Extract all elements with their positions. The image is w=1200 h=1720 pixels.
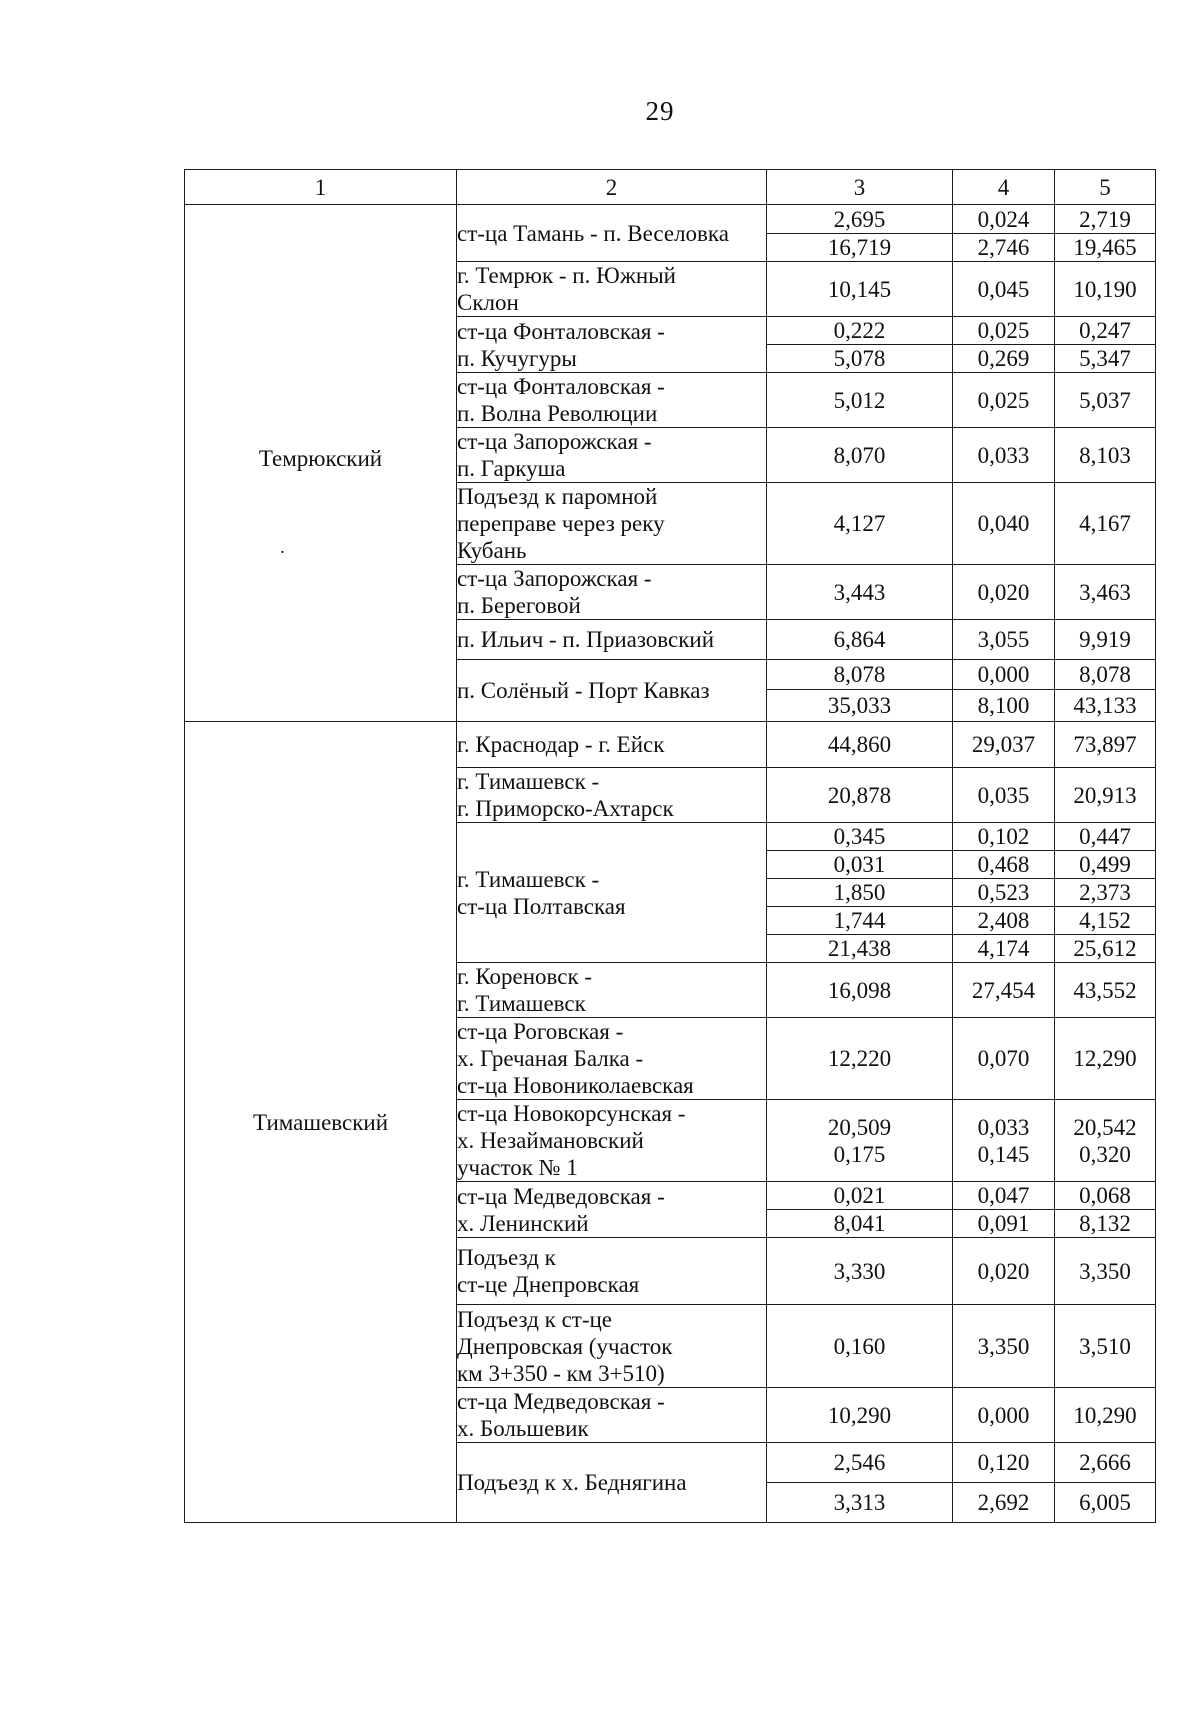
- value-col4: 4,174: [953, 935, 1055, 963]
- road-name: [457, 373, 767, 428]
- value-col4: 0,523: [953, 879, 1055, 907]
- road-name: [457, 262, 767, 317]
- value-col4: 8,100: [953, 690, 1055, 722]
- value-col3: 3,313: [767, 1483, 953, 1523]
- road-name-line: Подъезд к х. Беднягина: [457, 1470, 687, 1495]
- value-col3: 8,078: [767, 660, 953, 690]
- road-name-line: ст-ца Тамань - п. Веселовка: [457, 220, 729, 246]
- road-name-line: переправе через реку: [457, 511, 665, 536]
- road-name-line: Подъезд к паромной: [457, 484, 658, 509]
- value-col5: 12,290: [1055, 1018, 1156, 1100]
- value-col5: 10,290: [1055, 1388, 1156, 1443]
- road-name-line: ст-ца Медведовская -: [457, 1389, 665, 1414]
- stacked-value: 0,175: [833, 1141, 886, 1167]
- value-col5: 73,897: [1055, 722, 1156, 768]
- stacked-value: 20,509: [827, 1114, 892, 1140]
- value-col5: 5,347: [1055, 345, 1156, 373]
- value-col3: 6,864: [767, 620, 953, 660]
- road-name-line: п. Кучугуры: [457, 345, 577, 371]
- road-name: [457, 1305, 767, 1388]
- value-col4: 2,408: [953, 907, 1055, 935]
- road-name-line: Склон: [457, 290, 519, 315]
- table-body: [185, 205, 1156, 1523]
- value-col5: 8,132: [1055, 1210, 1156, 1238]
- value-col3: 0,021: [767, 1182, 953, 1210]
- table-header: [185, 170, 1156, 205]
- road-name-line: ст-ца Новониколаевская: [457, 1073, 694, 1098]
- table-row: [185, 722, 1156, 768]
- road-name-line: Подъезд к ст-це: [457, 1306, 613, 1332]
- road-name: [457, 1238, 767, 1305]
- road-name-line: г. Краснодар - г. Ейск: [457, 732, 665, 757]
- value-col4: 0,040: [953, 483, 1055, 565]
- road-name-line: п. Солёный - Порт Кавказ: [457, 678, 710, 703]
- value-col5: 5,037: [1055, 373, 1156, 428]
- value-col3: 16,098: [767, 963, 953, 1018]
- value-col4: 0,102: [953, 823, 1055, 851]
- header-row: [185, 170, 1156, 205]
- value-col5: 19,465: [1055, 234, 1156, 262]
- road-name-line: г. Кореновск -: [457, 964, 593, 989]
- value-col3: 0,160: [767, 1305, 953, 1388]
- value-col4: 0,025: [953, 317, 1055, 345]
- value-col4: 0,020: [953, 1238, 1055, 1305]
- value-col3: 1,850: [767, 879, 953, 907]
- value-col3: 10,145: [767, 262, 953, 317]
- road-name-line: г. Темрюк - п. Южный: [457, 263, 676, 288]
- road-name-line: Подъезд к: [457, 1245, 556, 1270]
- road-name-line: ст-це Днепровская: [457, 1272, 640, 1297]
- value-col5: 0,499: [1055, 851, 1156, 879]
- road-name-line: г. Приморско-Ахтарск: [457, 796, 674, 821]
- road-name-line: ст-ца Новокорсунская -: [457, 1101, 686, 1126]
- value-col5: 0,447: [1055, 823, 1156, 851]
- value-col4: 2,746: [953, 234, 1055, 262]
- value-col5: 2,719: [1055, 205, 1156, 234]
- value-col3: 4,127: [767, 483, 953, 565]
- road-name: [457, 1100, 767, 1182]
- road-name-line: п. Волна Революции: [457, 401, 658, 426]
- value-col5: 3,463: [1055, 565, 1156, 620]
- road-name: [457, 317, 767, 373]
- road-name-line: х. Гречаная Балка -: [457, 1046, 644, 1071]
- road-name: [457, 1388, 767, 1443]
- value-col3: 2,695: [767, 205, 953, 234]
- road-name-line: п. Гаркуша: [457, 456, 566, 481]
- road-name-line: г. Тимашевск: [457, 991, 586, 1016]
- value-col3: 0,031: [767, 851, 953, 879]
- value-col5: 2,373: [1055, 879, 1156, 907]
- value-col4: 29,037: [953, 722, 1055, 768]
- road-name: [457, 565, 767, 620]
- column-header: 5: [1055, 170, 1156, 205]
- value-col3: 20,878: [767, 768, 953, 823]
- value-col5: 3,510: [1055, 1305, 1156, 1388]
- value-col4: 0,468: [953, 851, 1055, 879]
- road-name: [457, 1018, 767, 1100]
- road-name-line: г. Тимашевск -: [457, 769, 600, 794]
- value-col5: 20,913: [1055, 768, 1156, 823]
- road-name-line: ст-ца Запорожская -: [457, 566, 652, 591]
- road-name-line: п. Ильич - п. Приазовский: [457, 627, 715, 652]
- stacked-value: 0,320: [1079, 1141, 1131, 1167]
- value-col3: [767, 1100, 953, 1182]
- value-col5: [1055, 1100, 1156, 1182]
- stray-mark: .: [280, 536, 285, 557]
- road-name-line: ст-ца Полтавская: [457, 893, 626, 919]
- column-header: 2: [457, 170, 767, 205]
- value-col4: 0,120: [953, 1443, 1055, 1483]
- value-col5: 0,068: [1055, 1182, 1156, 1210]
- road-name-line: х. Ленинский: [457, 1210, 589, 1236]
- road-name-line: ст-ца Медведовская -: [457, 1183, 665, 1209]
- road-name-line: км 3+350 - км 3+510): [457, 1360, 665, 1386]
- value-col4: 27,454: [953, 963, 1055, 1018]
- road-name: [457, 205, 767, 262]
- district-label: Темрюкский: [258, 445, 383, 471]
- value-col3: 35,033: [767, 690, 953, 722]
- road-name: [457, 963, 767, 1018]
- road-name-line: п. Береговой: [457, 593, 581, 618]
- stacked-value: 20,542: [1073, 1114, 1137, 1140]
- value-col3: 44,860: [767, 722, 953, 768]
- value-col4: 2,692: [953, 1483, 1055, 1523]
- value-col4: 0,047: [953, 1182, 1055, 1210]
- road-name: [457, 660, 767, 722]
- road-name-line: г. Тимашевск -: [457, 866, 600, 892]
- value-col5: 25,612: [1055, 935, 1156, 963]
- column-header: 4: [953, 170, 1055, 205]
- road-name-line: участок № 1: [457, 1155, 578, 1180]
- road-name-line: ст-ца Роговская -: [457, 1019, 624, 1044]
- value-col4: 0,025: [953, 373, 1055, 428]
- roads-table: [184, 169, 1156, 1523]
- value-col3: 10,290: [767, 1388, 953, 1443]
- stacked-value: 0,033: [977, 1114, 1030, 1140]
- value-col3: 3,330: [767, 1238, 953, 1305]
- column-header: 1: [185, 170, 457, 205]
- value-col5: 43,552: [1055, 963, 1156, 1018]
- value-col3: 8,070: [767, 428, 953, 483]
- value-col4: 0,033: [953, 428, 1055, 483]
- page-number: 29: [645, 96, 675, 126]
- road-name: [457, 428, 767, 483]
- value-col5: 10,190: [1055, 262, 1156, 317]
- value-col4: 0,070: [953, 1018, 1055, 1100]
- value-col4: 0,020: [953, 565, 1055, 620]
- value-col3: 21,438: [767, 935, 953, 963]
- value-col3: 1,744: [767, 907, 953, 935]
- road-name: [457, 620, 767, 660]
- stacked-value: 0,145: [977, 1141, 1030, 1167]
- value-col3: 3,443: [767, 565, 953, 620]
- road-name-line: х. Большевик: [457, 1416, 589, 1441]
- road-name: [457, 1443, 767, 1523]
- district-label: Тимашевский: [252, 1109, 389, 1135]
- value-col5: 8,078: [1055, 660, 1156, 690]
- value-col4: 0,000: [953, 1388, 1055, 1443]
- value-col3: 5,012: [767, 373, 953, 428]
- value-col3: 5,078: [767, 345, 953, 373]
- value-col4: 0,091: [953, 1210, 1055, 1238]
- value-col4: 3,055: [953, 620, 1055, 660]
- road-name: [457, 768, 767, 823]
- value-col5: 9,919: [1055, 620, 1156, 660]
- road-name-line: ст-ца Фонталовская -: [457, 318, 665, 344]
- district-name: [185, 722, 457, 1523]
- value-col5: 4,167: [1055, 483, 1156, 565]
- road-name: [457, 483, 767, 565]
- road-name-line: Кубань: [457, 538, 527, 563]
- road-name-line: Днепровская (участок: [457, 1333, 673, 1359]
- value-col4: 3,350: [953, 1305, 1055, 1388]
- column-header: 3: [767, 170, 953, 205]
- value-col3: 16,719: [767, 234, 953, 262]
- value-col3: 8,041: [767, 1210, 953, 1238]
- value-col5: 8,103: [1055, 428, 1156, 483]
- value-col4: 0,269: [953, 345, 1055, 373]
- road-name-line: х. Незаймановский: [457, 1128, 644, 1153]
- value-col5: 43,133: [1055, 690, 1156, 722]
- value-col3: 12,220: [767, 1018, 953, 1100]
- value-col4: 0,000: [953, 660, 1055, 690]
- road-name: [457, 722, 767, 768]
- value-col4: 0,035: [953, 768, 1055, 823]
- value-col3: 2,546: [767, 1443, 953, 1483]
- table-row: [185, 205, 1156, 234]
- road-name: [457, 1182, 767, 1238]
- value-col4: 0,045: [953, 262, 1055, 317]
- value-col3: 0,345: [767, 823, 953, 851]
- value-col5: 2,666: [1055, 1443, 1156, 1483]
- road-name: [457, 823, 767, 963]
- value-col4: 0,024: [953, 205, 1055, 234]
- district-name: [185, 205, 457, 722]
- value-col3: 0,222: [767, 317, 953, 345]
- value-col5: 4,152: [1055, 907, 1156, 935]
- value-col5: 0,247: [1055, 317, 1156, 345]
- value-col5: 3,350: [1055, 1238, 1156, 1305]
- road-name-line: ст-ца Запорожская -: [457, 429, 652, 454]
- road-name-line: ст-ца Фонталовская -: [457, 374, 665, 399]
- value-col4: [953, 1100, 1055, 1182]
- value-col5: 6,005: [1055, 1483, 1156, 1523]
